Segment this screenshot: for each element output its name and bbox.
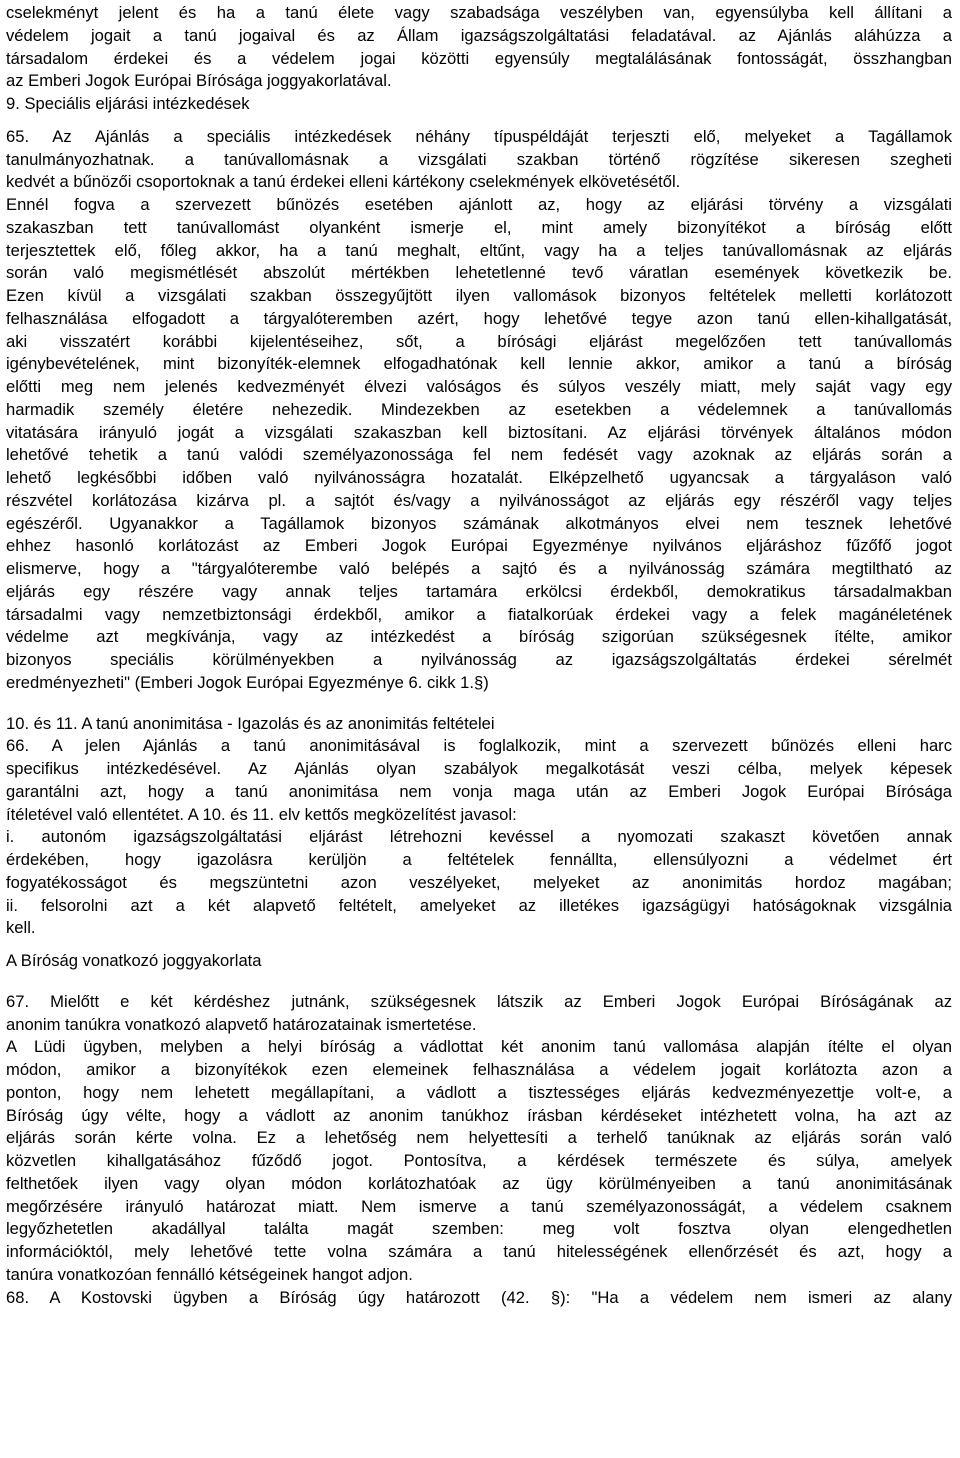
paragraph-line: egészéről. Ugyanakkor a Tagállamok bizonyos számának alkotmányos elvei nem tesznek lehetővé (6, 513, 952, 533)
paragraph-line: megőrzésére irányuló határozat miatt. Nem ismerve a tanú személyazonosságát, a védelem csaknem (6, 1196, 952, 1216)
paragraph-line: védelme azt megkívánja, vagy az intézkedést a bíróság szigorúan szükségesnek ítélte, amikor (6, 627, 952, 647)
paragraph-line: lehetővé tehetik a tanú valódi személyazonossága fel nem fedését vagy azoknak az eljárás során a (6, 445, 952, 465)
section-heading-case-law: A Bíróság vonatkozó joggyakorlata (6, 951, 262, 970)
paragraph-line: Ezen kívül a vizsgálati szakban összegyűjtött ilyen vallomások bizonyos feltételek melletti korlátozott (6, 286, 952, 305)
paragraph-line: felthetőek ilyen vagy olyan módon korlátozhatóak az ügy körülményeiben a tanú anonimitásának (6, 1173, 952, 1193)
paragraph-line: bizonyos speciális körülményekben a nyilvánosság az igazságszolgáltatás érdekei sérelmét (6, 650, 952, 669)
paragraph-line: 67. Mielőtt e két kérdéshez jutnánk, szükségesnek látszik az Emberi Jogok Európai Bíróságának az (6, 991, 952, 1011)
list-item-line: kell. (6, 918, 36, 938)
section-heading-10-11: 10. és 11. A tanú anonimitása - Igazolás és az anonimitás feltételei (6, 713, 495, 733)
paragraph-line: előtti meg nem jelenés kedvezményét élvezi valóságos és súlyos veszély miatt, mely saját vagy egy (6, 377, 952, 396)
paragraph-line: igénybevételének, mint bizonyíték-elemnek elfogadhatónak kell lennie akkor, amikor a tanú a bíróság (6, 354, 952, 374)
paragraph-line: specifikus intézkedésével. Az Ajánlás olyan szabályok megalkotását veszi célba, melyek képesek (6, 759, 952, 778)
paragraph-line: cselekményt jelent és ha a tanú élete vagy szabadsága veszélyben van, egyensúlyba kell állítani a (6, 3, 952, 22)
paragraph-line: eljárás során kérte volna. Ez a lehetőség nem helyettesíti a terhelő tanúknak az eljárás során való (6, 1128, 952, 1148)
paragraph-line: társadalom érdekei és a védelem jogai közötti egyensúly megtalálásának fontosságát, összhangban (6, 48, 952, 68)
paragraph-line: anonim tanúkra vonatkozó alapvető határozatainak ismertetése. (6, 1014, 477, 1034)
paragraph-line: aki visszatért korábbi kijelentéseihez, sőt, a bírósági eljárást megelőzően tett tanúvallomás (6, 331, 952, 351)
spacer (6, 116, 952, 126)
paragraph-line: közvetlen kihallgatásához fűződő jogot. Pontosítva, a kérdések természete és súlya, amelyek (6, 1151, 952, 1170)
list-item-line: érdekében, hogy igazolásra kerüljön a feltételek fennállta, ellensúlyozni a védelmet ért (6, 850, 952, 869)
spacer (6, 695, 952, 713)
paragraph-line: 65. Az Ajánlás a speciális intézkedések néhány típuspéldáját terjeszti elő, melyeket a Tagállamok (6, 126, 952, 146)
spacer (6, 973, 952, 991)
paragraph-line: védelem jogait a tanú jogaival és az Állam igazságszolgáltatási feladatával. az Ajánlás aláhúzza a (6, 25, 952, 45)
paragraph-line: lehető legkésőbbi időben való nyilvánosságra hozatalát. Elképzelhető ugyancsak a tárgyaláson való (6, 468, 952, 487)
list-item-line: fogyatékosságot és megszüntetni azon veszélyeket, melyeket az anonimitás hordoz magában; (6, 872, 952, 892)
paragraph-line: felhasználása elfogadott a tárgyalóteremben azért, hogy lehetővé tegye azon tanú ellen-kihallgatását, (6, 308, 952, 328)
paragraph-line: részvétel korlátozása kizárva pl. a sajtót és/vagy a nyilvánosságot az eljárás egy részéről vagy teljes (6, 490, 952, 510)
paragraph-line: ítéletével való ellentétet. A 10. és 11. elv kettős megközelítést javasol: (6, 804, 517, 824)
paragraph-line: információktól, mely lehetővé tette volna számára a tanú hitelességének ellenőrzését és azt, hogy a (6, 1242, 952, 1261)
paragraph-line: 68. A Kostovski ügyben a Bíróság úgy határozott (42. §): "Ha a védelem nem ismeri az alany (6, 1287, 952, 1307)
paragraph-line: eljárás egy részére vagy annak teljes tartamára erkölcsi érdekből, demokratikus társadalmakban (6, 581, 952, 601)
paragraph-line: Bíróság úgy vélte, hogy a vádlott az anonim tanúkhoz írásban kérdéseket intézhetett volna, ha azt az (6, 1105, 952, 1125)
paragraph-line: harmadik személy életére nehezedik. Mindezekben az esetekben a védelemnek a tanúvallomás (6, 399, 952, 419)
paragraph-line: ponton, hogy nem lehetett megállapítani, a vádlott a tisztességes eljárás kedvezményezettje volt-e, a (6, 1082, 952, 1102)
paragraph-line: ehhez hasonló korlátozást az Emberi Jogok Európai Egyezménye nyilvános eljáráshoz fűzőfő jogot (6, 536, 952, 556)
paragraph-line: terjesztettek elő, főleg akkor, ha a tanú meghalt, eltűnt, vagy ha a teljes tanúvallomásnak az eljárás (6, 240, 952, 260)
paragraph-line: az Emberi Jogok Európai Bírósága joggyakorlatával. (6, 71, 392, 91)
paragraph-line: Ennél fogva a szervezett bűnözés esetében ajánlott az, hogy az eljárási törvény a vizsgálati (6, 195, 952, 214)
paragraph-line: elismerve, hogy a "tárgyalóterembe való belépés a sajtó és a nyilvánosság számára megtiltható az (6, 559, 952, 578)
paragraph-line: tanulmányozhatnak. a tanúvallomásnak a vizsgálati szakban történő rögzítése sikeresen szegheti (6, 149, 952, 169)
paragraph-line: garantálni azt, hogy a tanú anonimitása nem vonja maga után az Emberi Jogok Európai Bírósága (6, 781, 952, 801)
paragraph-line: kedvét a bűnözői csoportoknak a tanú érdekei elleni kártékony cselekmények elkövetésétől. (6, 172, 681, 192)
paragraph-line: szakaszban tett tanúvallomást olyanként ismerje el, mint amely bizonyítékot a bíróság előtt (6, 217, 952, 237)
paragraph-line: eredményezheti" (Emberi Jogok Európai Egyezménye 6. cikk 1.§) (6, 672, 489, 692)
section-heading-9: 9. Speciális eljárási intézkedések (6, 94, 250, 113)
list-item-line: ii. felsorolni azt a két alapvető feltételt, amelyeket az illetékes igazságügyi hatóságoknak vizsgálnia (6, 895, 952, 915)
list-item-line: i. autonóm igazságszolgáltatási eljárást létrehozni kevéssel a nyomozati szakaszt követően annak (6, 827, 952, 847)
paragraph-line: A Lüdi ügyben, melyben a helyi bíróság a vádlottat két anonim tanú vallomása alapján ítélte el olyan (6, 1037, 952, 1057)
paragraph-line: során való megismétlését abszolút mértékben lehetetlenné tevő váratlan események következik be. (6, 263, 952, 283)
paragraph-line: tanúra vonatkozóan fennálló kétségeinek hangot adjon. (6, 1264, 413, 1284)
paragraph-line: módon, amikor a bizonyítékok ezen elemeinek felhasználása a védelem jogait korlátozta azon a (6, 1060, 952, 1079)
paragraph-line: társadalmi vagy nemzetbiztonsági érdekből, amikor a fiatalkorúak érdekei vagy a felek magánéletének (6, 604, 952, 624)
spacer (6, 940, 952, 950)
document-page (6, 2, 952, 1309)
paragraph-line: legyőzhetetlen akadállyal találta magát szemben: meg volt fosztva olyan elengedhetlen (6, 1219, 952, 1239)
paragraph-line: 66. A jelen Ajánlás a tanú anonimitásával is foglalkozik, mint a szervezett bűnözés elleni harc (6, 736, 952, 756)
paragraph-line: vitatására irányuló jogát a vizsgálati szakaszban kell biztosítani. Az eljárási törvények általános módon (6, 422, 952, 442)
